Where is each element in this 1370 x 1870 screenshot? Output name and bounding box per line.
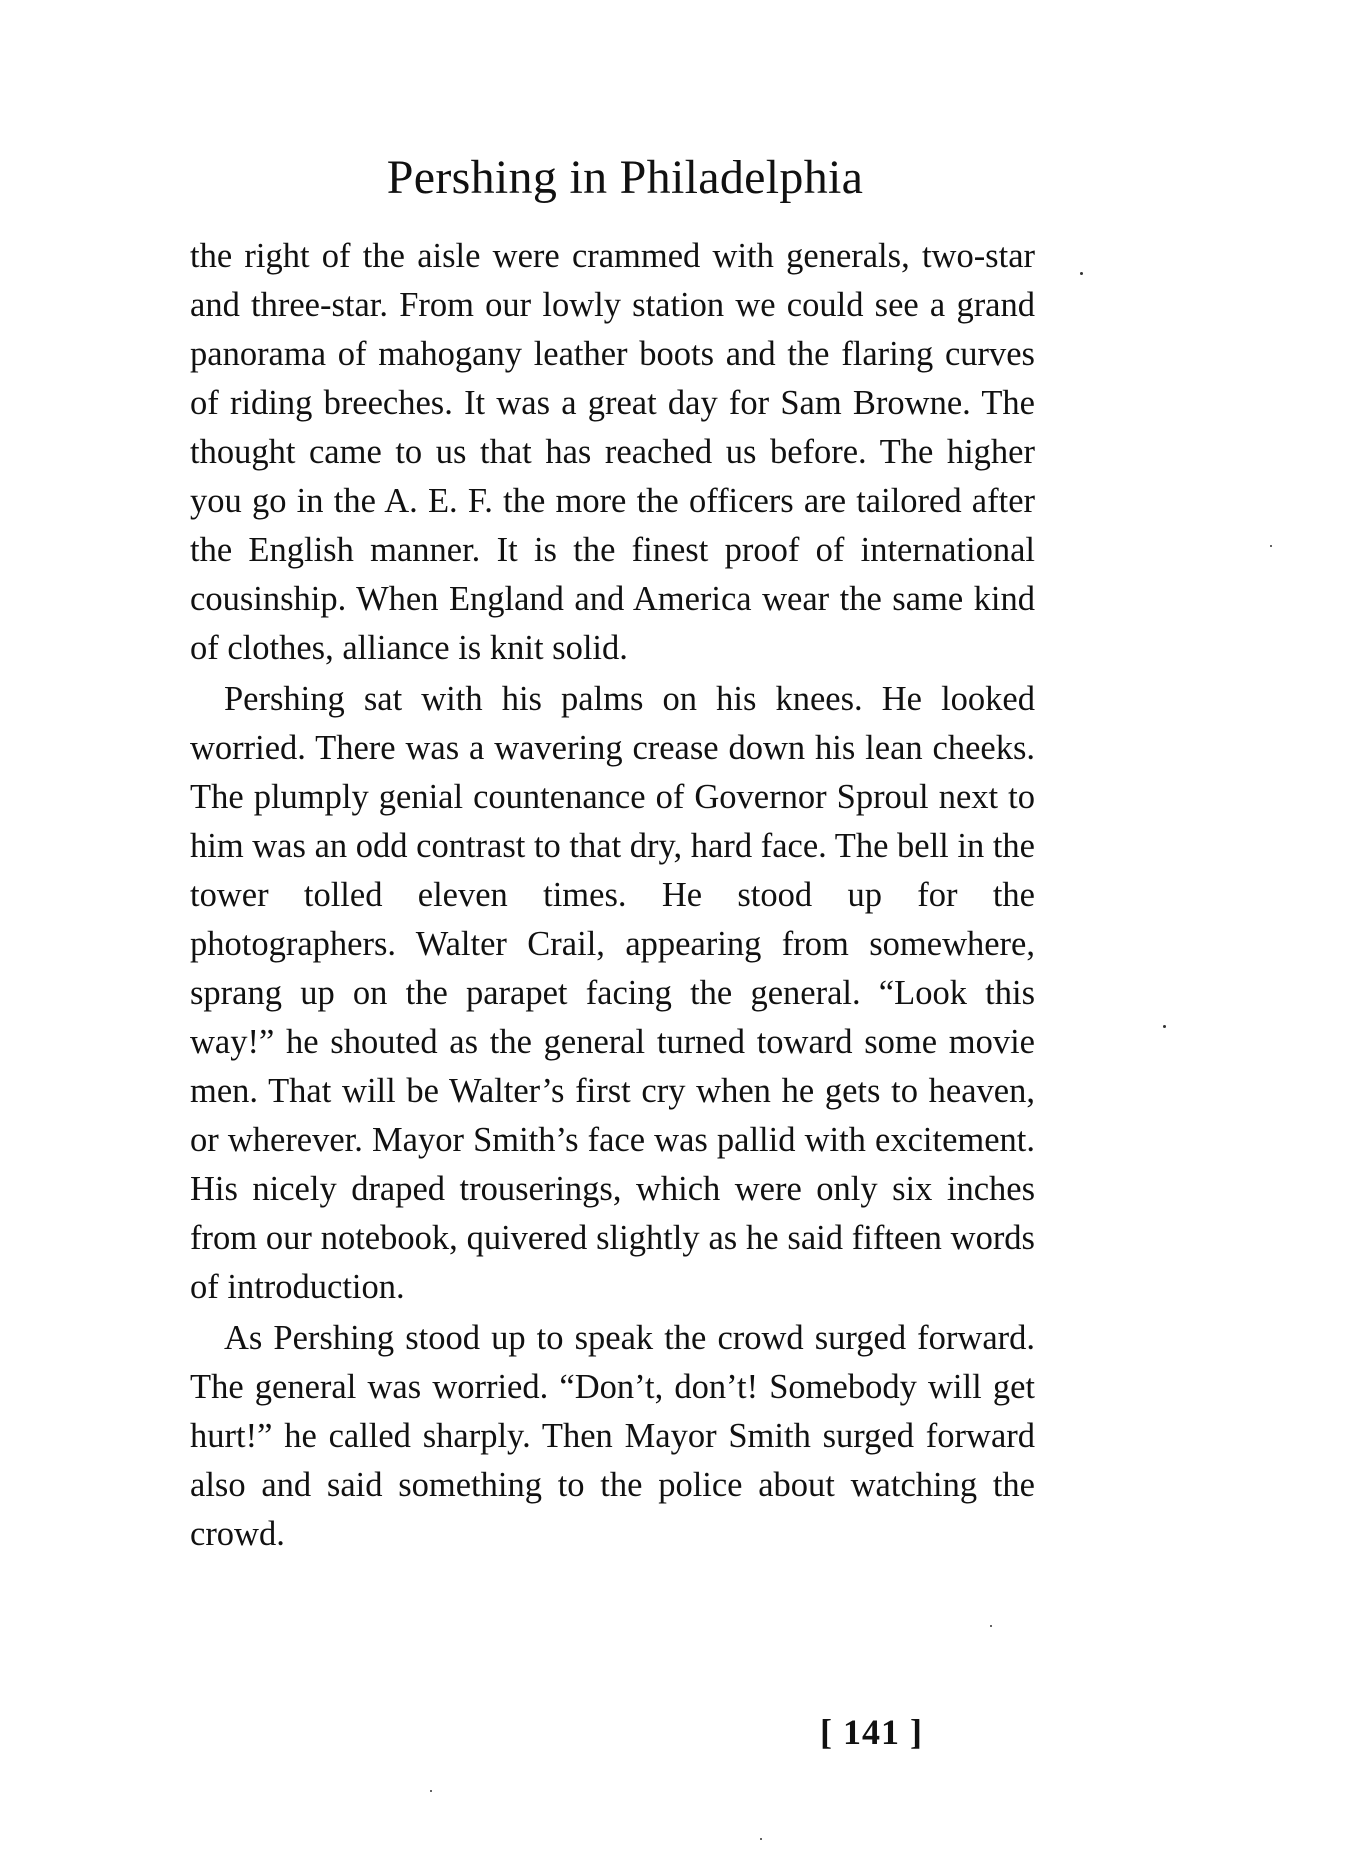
scan-speck <box>1080 272 1083 275</box>
paragraph-1: the right of the aisle were crammed with generals, two-star and three-star. From our lowly station we could see a grand panorama of mahogany leather boots and the flaring curves of riding breeches. It was a great day for Sam Browne. The thought came to us that has reached us before. The higher you go in the A. E. F. the more the officers are tailored after the English manner. It is the finest proof of international cousinship. When England and America wear the same kind of clothes, alliance is knit solid. <box>190 237 1035 667</box>
scan-speck <box>760 1838 762 1840</box>
scan-speck <box>1270 545 1272 547</box>
scan-speck <box>990 1625 992 1627</box>
scan-speck <box>430 1790 432 1792</box>
scan-speck <box>1163 1025 1166 1028</box>
body-text <box>190 232 1035 1559</box>
running-title: Pershing in Philadelphia <box>386 151 864 204</box>
paragraph-3: As Pershing stood up to speak the crowd surged forward. The general was worried. “Don’t, don’t! Somebody will get hurt!” he called sharply. Then Mayor Smith surged forward also and said something to the police about watching the crowd. <box>190 1319 1035 1553</box>
page-number: [ 141 ] <box>820 1712 923 1752</box>
paragraph-2: Pershing sat with his palms on his knees. He looked worried. There was a wavering crease down his lean cheeks. The plumply genial countenance of Governor Sproul next to him was an odd contrast to that dry, hard face. The bell in the tower tolled eleven times. He stood up for the photographers. Walter Crail, appearing from somewhere, sprang up on the parapet facing the general. “Look this way!” he shouted as the general turned toward some movie men. That will be Walter’s first cry when he gets to heaven, or wherever. Mayor Smith’s face was pallid with excitement. His nicely draped trouserings, which were only six inches from our notebook, quivered slightly as he said fifteen words of introduction. <box>190 680 1035 1306</box>
